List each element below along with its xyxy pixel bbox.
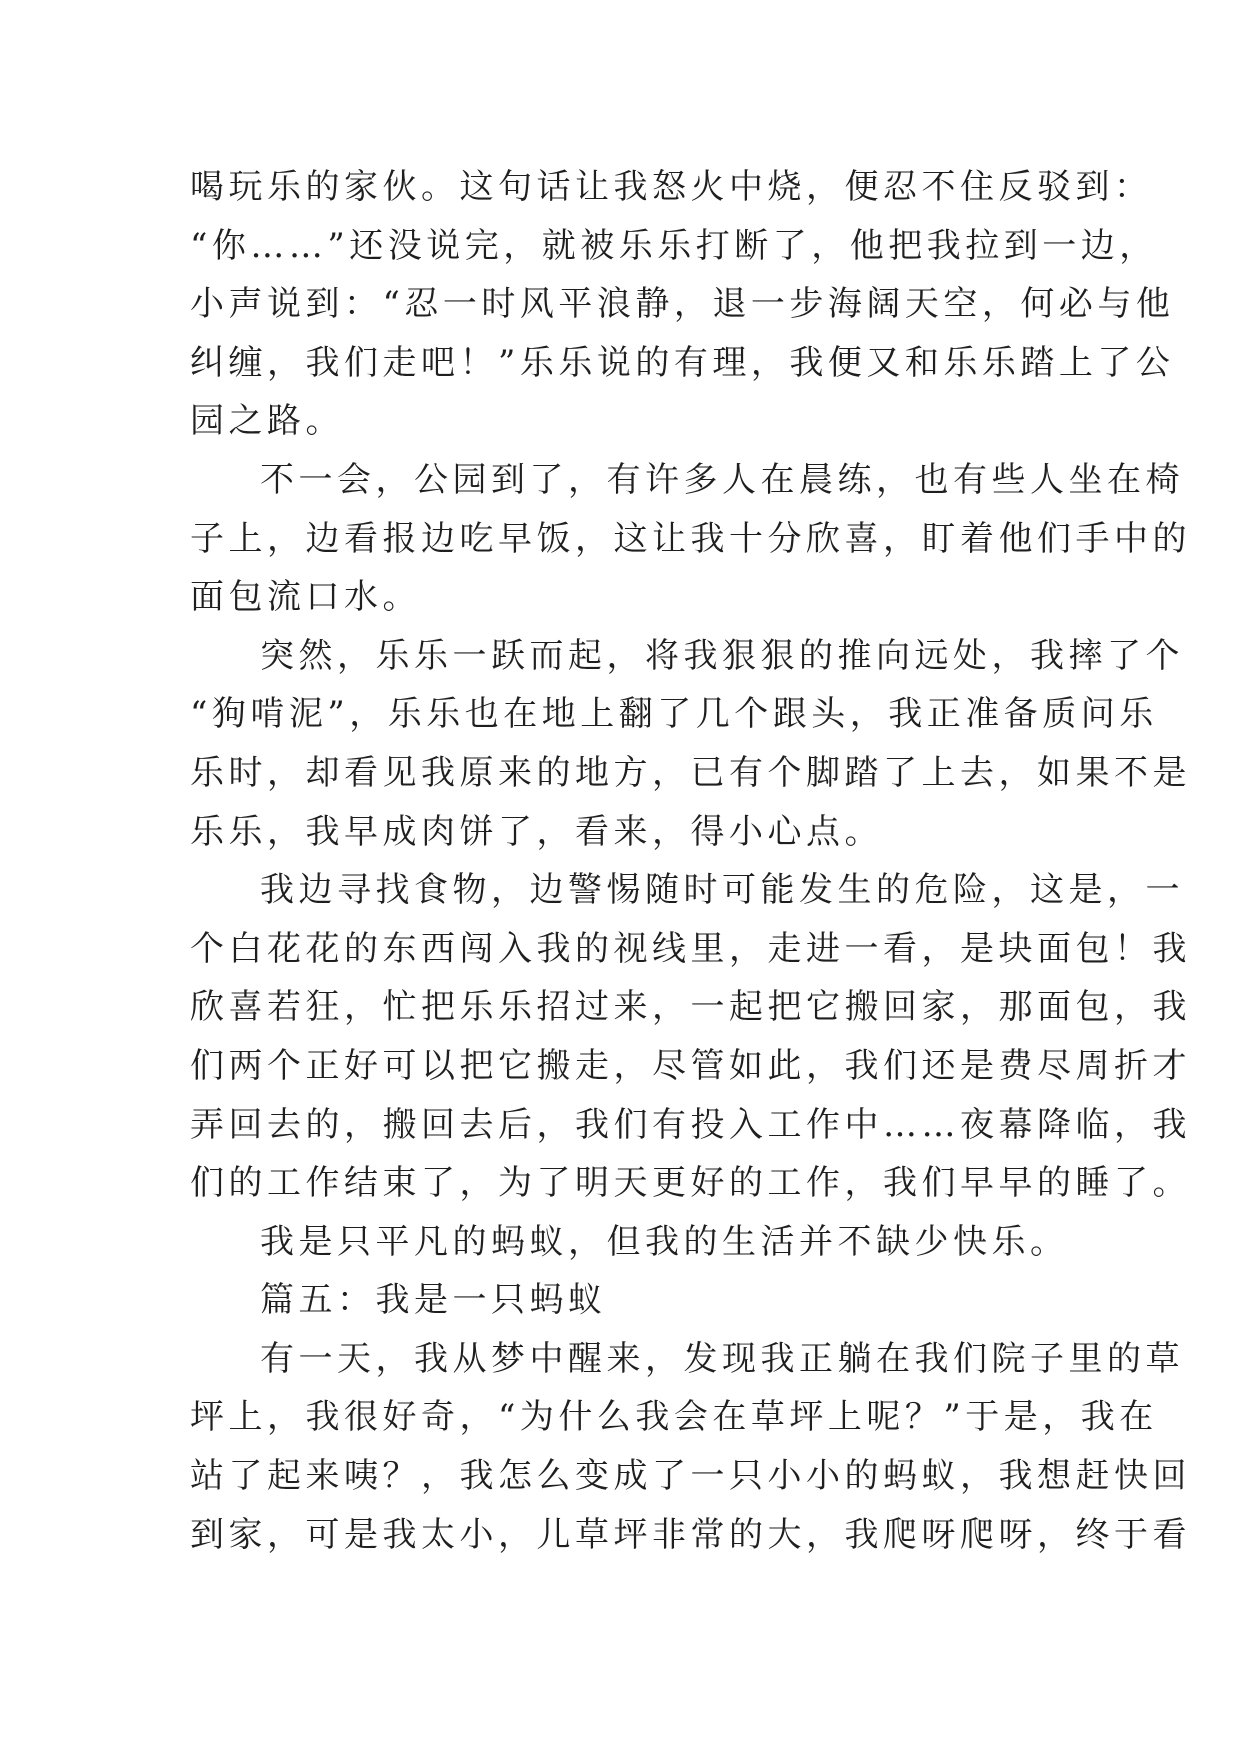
text-line: 乐时，却看见我原来的地方，已有个脚踏了上去，如果不是 (190, 752, 1191, 793)
text-line: 不一会，公园到了，有许多人在晨练，也有些人坐在椅 (260, 459, 1184, 500)
text-line: 我是只平凡的蚂蚁，但我的生活并不缺少快乐。 (260, 1221, 1069, 1262)
text-line: 坪上，我很好奇，“为什么我会在草坪上呢？”于是，我在 (190, 1397, 1158, 1438)
text-line: 乐乐，我早成肉饼了，看来，得小心点。 (190, 811, 883, 852)
text-line: 篇五：我是一只蚂蚁 (260, 1280, 607, 1321)
text-line: 我边寻找食物，边警惕随时可能发生的危险，这是，一 (260, 870, 1184, 911)
text-line: 到家，可是我太小，儿草坪非常的大，我爬呀爬呀，终于看 (190, 1514, 1191, 1555)
text-line: 有一天，我从梦中醒来，发现我正躺在我们院子里的草 (260, 1338, 1184, 1379)
text-line: 弄回去的，搬回去后，我们有投入工作中……夜幕降临，我 (190, 1104, 1191, 1145)
text-line: 们两个正好可以把它搬走，尽管如此，我们还是费尽周折才 (190, 1045, 1191, 1086)
text-line: 突然，乐乐一跃而起，将我狠狠的推向远处，我摔了个 (260, 635, 1184, 676)
text-line: 子上，边看报边吃早饭，这让我十分欣喜，盯着他们手中的 (190, 518, 1191, 559)
text-line: 喝玩乐的家伙。这句话让我怒火中烧，便忍不住反驳到： (190, 167, 1153, 207)
text-line: 欣喜若狂，忙把乐乐招过来，一起把它搬回家，那面包，我 (190, 987, 1191, 1028)
text-line: 小声说到：“忍一时风平浪静，退一步海阔天空，何必与他 (190, 284, 1175, 325)
text-line: “狗啃泥”，乐乐也在地上翻了几个跟头，我正准备质问乐 (190, 694, 1158, 735)
document-body (190, 158, 1191, 1564)
text-line: 个白花花的东西闯入我的视线里，走进一看，是块面包！我 (190, 928, 1191, 969)
text-line: 站了起来咦？，我怎么变成了一只小小的蚂蚁，我想赶快回 (190, 1456, 1191, 1497)
text-line: 们的工作结束了，为了明天更好的工作，我们早早的睡了。 (190, 1163, 1191, 1204)
text-line: “你……”还没说完，就被乐乐打断了，他把我拉到一边， (190, 225, 1158, 266)
text-line: 纠缠，我们走吧！”乐乐说的有理，我便又和乐乐踏上了公 (190, 342, 1175, 383)
text-line: 园之路。 (190, 401, 344, 442)
text-line: 面包流口水。 (190, 577, 421, 618)
